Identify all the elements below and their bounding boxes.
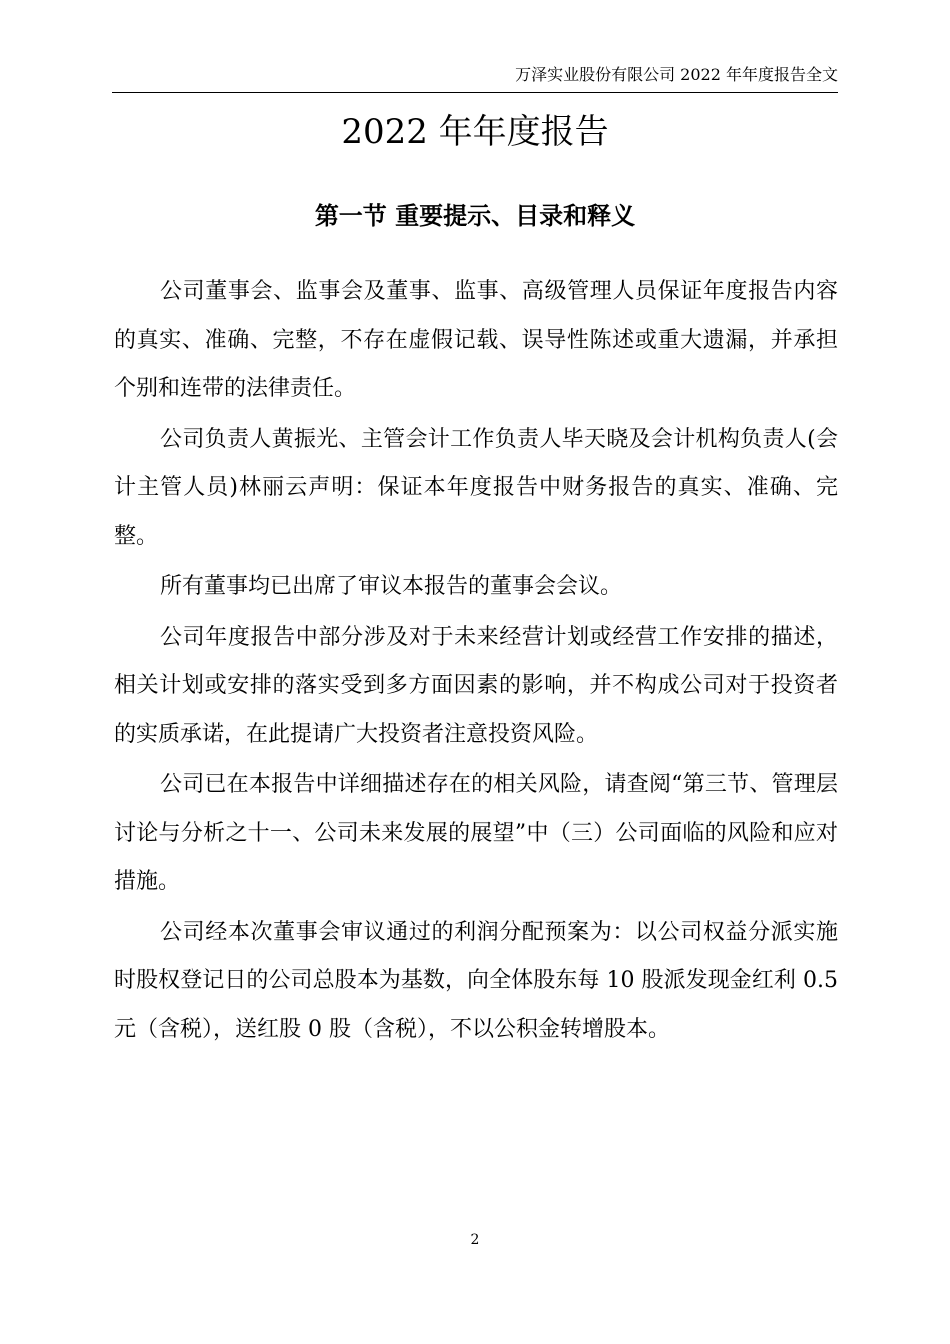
running-header bbox=[112, 62, 838, 93]
paragraph-directors-attendance: 所有董事均已出席了审议本报告的董事会会议。 bbox=[160, 574, 623, 599]
report-title: 2022 年年度报告 bbox=[341, 112, 609, 152]
paragraph-responsibility-statement: 公司董事会、监事会及董事、监事、高级管理人员保证年度报告内容的真实、准确、完整，不存在虚假记载、误导性陈述或重大遗漏，并承担个别和连带的法律责任。 bbox=[114, 279, 838, 401]
page-number: 2 bbox=[470, 1232, 480, 1248]
body-text bbox=[114, 268, 838, 1056]
paragraph-risk-reference: 公司已在本报告中详细描述存在的相关风险，请查阅“第三节、管理层讨论与分析之十一、公司未来发展的展望”中（三）公司面临的风险和应对措施。 bbox=[114, 772, 838, 894]
paragraph-profit-distribution: 公司经本次董事会审议通过的利润分配预案为：以公司权益分派实施时股权登记日的公司总股本为基数，向全体股东每 10 股派发现金红利 0.5 元（含税），送红股 0 股（含税），不以公积金转增股本。 bbox=[114, 919, 838, 1042]
section-title: 第一节 重要提示、目录和释义 bbox=[314, 201, 636, 230]
paragraph-forward-looking-notice: 公司年度报告中部分涉及对于未来经营计划或经营工作安排的描述，相关计划或安排的落实受到多方面因素的影响，并不构成公司对于投资者的实质承诺，在此提请广大投资者注意投资风险。 bbox=[114, 624, 838, 747]
paragraph-financial-declaration: 公司负责人黄振光、主管会计工作负责人毕天晓及会计机构负责人(会计主管人员)林丽云声明：保证本年度报告中财务报告的真实、准确、完整。 bbox=[114, 426, 838, 549]
running-header-title: 万泽实业股份有限公司 2022 年年度报告全文 bbox=[515, 65, 838, 84]
